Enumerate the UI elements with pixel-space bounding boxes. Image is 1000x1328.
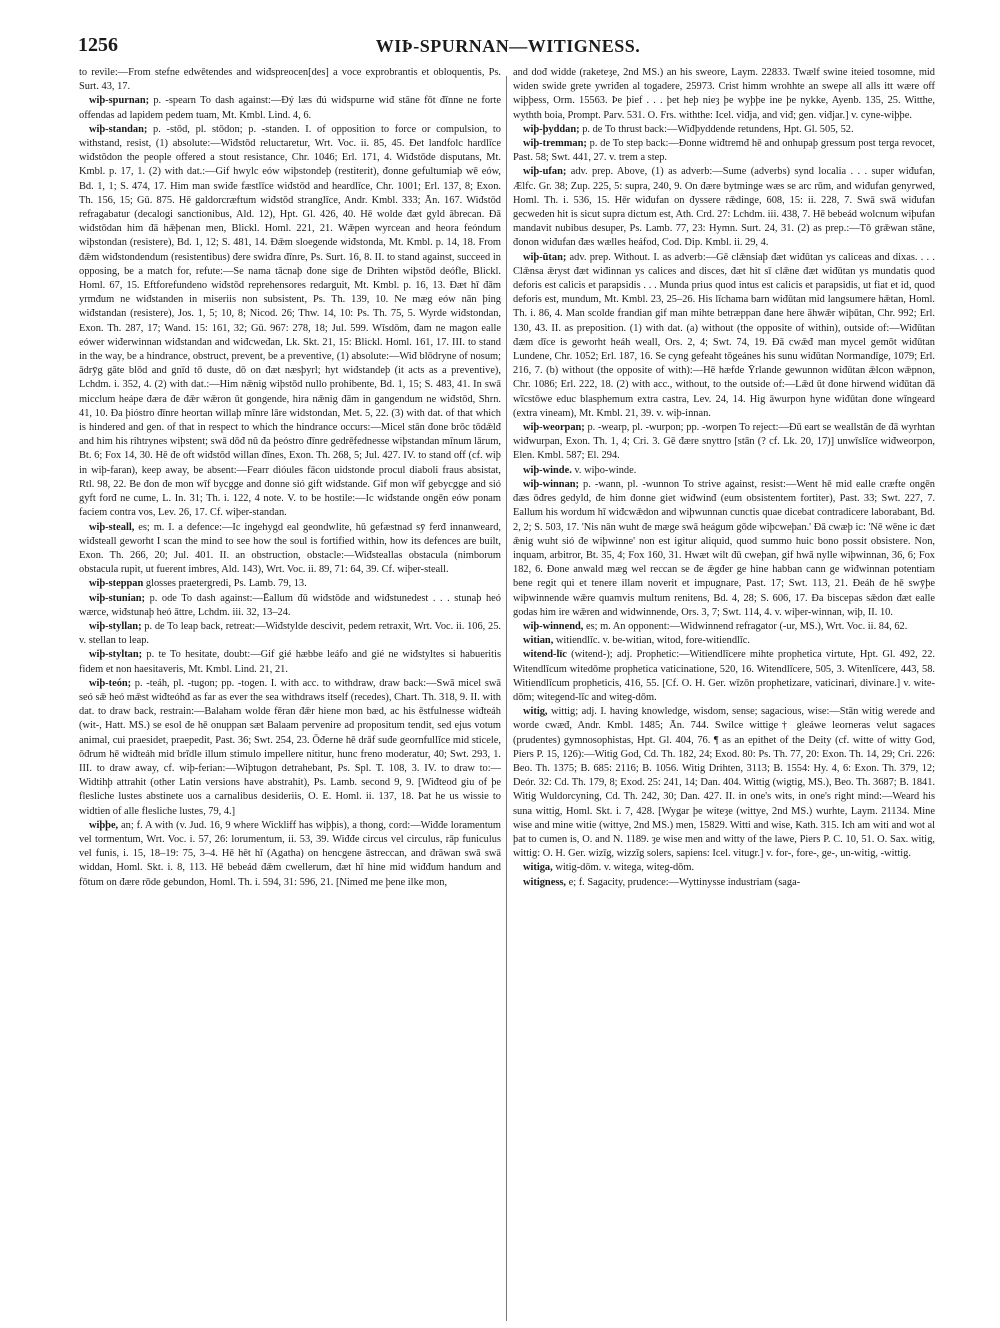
entry-text: p. te To hesitate, doubt:—Gif gié hæbbe leáfo and gié ne wiđstyltes si habueritis fidem et non haesitaveris, Mt. Kmbl. Lind. 21, 21. bbox=[79, 649, 501, 675]
entry-headword: wiþ-teón; bbox=[89, 677, 132, 689]
entry-headword: wiþ-ufan; bbox=[523, 166, 567, 178]
dictionary-entry bbox=[513, 648, 935, 705]
entry-headword: witian, bbox=[523, 635, 554, 647]
dictionary-entry bbox=[513, 123, 935, 137]
dictionary-entry bbox=[513, 251, 935, 421]
entry-headword: wiþ-steppan bbox=[89, 578, 144, 590]
continued-entry bbox=[79, 66, 501, 94]
entry-text: an; f. A with (v. Jud. 16, 9 where Wickliff has wiþþis), a thong, cord:—Wiđđe loramentum vel tormentum, Wrt. Voc. i. 57, 26: lorumentum, ii. 53, 39. Wiđđe circus vel circulus, rāp funiculus vel funis, i. 15, 18–19: 75, 3–4. Hē hēt hī (Agatha) on hencgene āstreccan, and đrāwan swā swā widdan, Homl. Skt. i. 8, 113. Hē bebeád đǣm cwellerum, đæt hī hine mid wiđđum handum and fōtum on đære rōde gebundon, Homl. Th. i. 594, 31: 596, 21. [Nimeđ me þene ilke mon, bbox=[79, 819, 501, 888]
entry-headword: wiþ-weorpan; bbox=[523, 422, 585, 434]
entry-text: p. ode To dash against:—Ēallum đū wiđstōde and wiđstunedest . . . stunaþ heó wærce, wiđstunaþ heó āttre, Lchdm. iii. 32, 13–24. bbox=[79, 592, 501, 618]
dictionary-entry bbox=[513, 421, 935, 464]
dictionary-entry bbox=[79, 577, 501, 591]
dictionary-entry bbox=[79, 521, 501, 578]
entry-headword: wiþ-ūtan; bbox=[523, 251, 567, 263]
dictionary-entry bbox=[513, 634, 935, 648]
page-number: 1256 bbox=[78, 34, 118, 56]
entry-headword: wiþ-steall, bbox=[89, 521, 135, 533]
dictionary-entry bbox=[79, 94, 501, 122]
entry-text: witig-dōm. v. witega, witeg-dōm. bbox=[552, 862, 695, 874]
page-header bbox=[78, 34, 938, 60]
dictionary-entry bbox=[79, 677, 501, 819]
entry-text: p. de To step back:—Ðonne wiđtremđ hē and onhupaþ gressum post terga revocet, Past. 58; Swt. 441, 27. v. trem a step. bbox=[513, 138, 935, 164]
entry-headword: wiþ-standan; bbox=[89, 123, 148, 135]
entry-headword: wiþþe, bbox=[89, 819, 119, 831]
entry-headword: wiþ-stunian; bbox=[89, 592, 146, 604]
dictionary-entry bbox=[79, 123, 501, 521]
entry-headword: wiþ-winnan; bbox=[523, 478, 580, 490]
entry-text: adv. prep. Above, (1) as adverb:—Sume (adverbs) synd localia . . . super wiđufan, Ælfc. Gr. 38; Zup. 225, 5: supra, 240, 9. On đære bytminge wæs se arc rūm, and wiđufan genyrwed, Homl. Th. i. 536, 15. Hēr wiđufan on đyssere rǣdinge, 608, 15: ii. 228, 7. Swā swā wiđufan gecweden hit is sicut supra dictum est, Ath. Crd. 27: Lchdm. iii. 438, 7. Hē bebeád wolcnum wiþufan mandavit nubibus desuper, Ps. Lamb. 77, 23: Hymn. Surt. 24, 31. (2) as prep.:—Tō grǣwan stāne, đonon wiđufan đæs wælles heáfod, Cod. Dip. Kmbl. ii. 29, 4. bbox=[513, 166, 935, 249]
entry-headword: wiþ-þyddan; bbox=[523, 123, 580, 135]
entry-text: and dođ widde (raketeȝe, 2nd MS.) an his sweore, Laym. 22833. Twælf swine iteied tosomne, mid widen swide grete ywriđen al togadere, 25973. Crist himm wrohhte an swepe all alls itt wære off wiþþess, Orm. 15563. Þe þief . . . þet heþ nieȝ þe wyþþe ine þe nykke, Ayenb. 135, 25. Witthe, wythth boia, Prompt. Parv. 531. O. Frs. withthe: Icel. viđja, and viđ; gen. viđjar.] v. cyne-wiþþe. bbox=[513, 67, 935, 121]
dictionary-entry bbox=[79, 648, 501, 676]
entry-headword: witiga, bbox=[523, 862, 553, 874]
entry-text: glosses praetergredi, Ps. Lamb. 79, 13. bbox=[143, 578, 307, 590]
entry-headword: witigness, bbox=[523, 876, 567, 888]
entry-text: (witend-); adj. Prophetic:—Witiendlīcere mihte prophetica virtute, Hpt. Gl. 492, 22. Witendlīcum witedōme prophetica vaticinatione, 520, 16. Witendlīcere, 505, 3. Witenlīcere, 443, 58. Witiendlīcum propheticis, 416, 55. [Cf. O. H. Ger. wīzōn prophetizare, vaticinari, divinare.] v. wite-dōm; witegend-līc and witeg-dōm. bbox=[513, 649, 935, 703]
entry-headword: witig, bbox=[523, 706, 548, 718]
entry-text: es; m. I. a defence:—Ic ingehygd eal geondwlite, hū gefæstnad sȳ ferđ innanweard, wiđsteall geworht I scan the mind to see how the soul is fortified within, how its defences are built, Exon. Th. 266, 20; Jul. 401. II. an obstruction, obstacle:—Wiđsteallas obstacula (nimborum obstacula rupit, ut fuerent imbres, Ald. 143), Wrt. Voc. ii. 89, 71: 64, 39. Cf. wiþer-steall. bbox=[79, 521, 501, 576]
entry-text: p. de To leap back, retreat:—Wiđstylde descivit, pedem retraxit, Wrt. Voc. ii. 106, 25. v. stellan to leap. bbox=[79, 620, 501, 647]
entry-text: e; f. Sagacity, prudence:—Wyttinysse industriam (saga- bbox=[566, 876, 801, 888]
entry-text: wittig; adj. I. having knowledge, wisdom, sense; sagacious, wise:—Stān witig werede and worde cwæđ, Andr. Kmbl. 1485; Ān. 744. Swilce wittige† gleáwe leorneras velut sagaces (prudentes) gymnosophistas, Hpt. Gl. 404, 76. ¶ as an epithet of the Deity (cf. witte of witty God, Piers P. 15, 126):—Witig God, Cd. Th. 182, 24; Exod. 80: Ps. Th. 77, 20: Exon. Th. 14, 29; Cri. 226: Beo. Th. 1375; B. 685: 2116; B. 1056. Witig Drihten, 3113; B. 1554: Hy. 4, 6: Exon. Th. 379, 12; Deór. 32: Cd. Th. 179, 8; Exod. 25: 241, 14; Dan. 404. Wittig (wigtig, MS.), Beo. Th. 3687; B. 1841. Witig Wuldorcyning, Cd. Th. 242, 30; Dan. 427. II. in one's wits, in one's right mind:—Weard his suna wittig, Homl. Skt. i. 7, 428. [Wygar þe witeȝe (wittye, 2nd MS.) wurhte, Laym. 21134. Mine wise and mine witie (wittye, 2nd MS.) men, 15829. Witti and wise, Kath. 315. Ich am witi and wot al þat to cumen is, O. and N. 1189. ȝe wise men and witty of the lawe, Piers P. C. 10, 51. O. Sax. witig, wittig: O. H. Ger. wizīg, wizzīg solers, sapiens: Icel. vitugr.] v. for-, fore-, ge-, un-witig, -wittig. bbox=[513, 706, 935, 860]
dictionary-entry bbox=[513, 620, 935, 634]
dictionary-entry bbox=[79, 620, 501, 648]
entry-headword: wiþ-winnend, bbox=[523, 620, 584, 632]
entry-headword: wiþ-styltan; bbox=[89, 649, 143, 661]
entry-text: p. -wann, pl. -wunnon To strive against, resist:—Went hē mid ealle cræfte ongēn đæs ōđres gedyld, đe him đonne giet wiđwinđ (eum obsistentem fortiter), Past. 33; Swt. 227, 7. Eallum his wordum hī wiđcwǣdon and wiþwunnan cunctis quae dicebat contradicere laborabant, Bd. 2, 2; S. 503, 17. 'Nis nān wuht đe mæge swā heágum gōde wiþcweþan.' Ðā cwæþ ic: 'Nē wēne ic đæt ǣnig wuht sió đe wiþwinne' non est igitur aliquid, quod summo huic bono possit obsistere. Non, inquam, arbitror, Bt. 35, 4; Fox 160, 31. Hwæt wilt đū cweþan, gif hwā nylle wiþwinnan, 36, 6; Fox 182, 6. Ðone anwald mæg wel reccan se đe ǣgđer ge hine habban cann ge wiđwinnan potentiam bene regit qui et tenere illam noverit et impugnare, Past. 17; Swt. 113, 21. Ðeáh đe hē swȳþe wiþwinnende wǣre quamvis multum renitens, Bd. 4, 28; S. 606, 17. Ða biscepas sǣdon đæt ealle godas him ire wǣren and widwinnende, Ors. 3, 7; Swt. 114, 4. v. wiþer-winnan, wiþ, II. 10. bbox=[513, 478, 935, 618]
left-column bbox=[79, 66, 501, 1316]
entry-text: p. -stōd, pl. stōdon; p. -standen. I. of opposition to force or compulsion, to withstand, resist, (1) absolute:—Wiđstōd reluctaretur, Wrt. Voc. ii. 85, 45. Ðet landfolc hardlīce wiđstōdon the people offered a stout resistance, Chr. 1046; Erl. 171, 4. Wiđstōde disputans, Mt. Kmbl. p. 17, 1. (2) with dat.:—Gif hwylc eów wiþstondeþ (restiterit), đonne gefultumiaþ wē eów, Bd. 1, 1; S. 474, 17. Him man swiđe fæstlīce wiđstōd and heardlīce, Chr. 1001; Erl. 137, 8; Exon. Th. 156, 15; Gū. 875. Hē galdorcræftum wiđstōd stranglīce, Andr. Kmbl. 333; Ān. 167. Wiđstōd refragabatur (decalogi sanctionibus, Ald. 12), Hpt. Gl. 426, 40. Hē wolde đæt gyld ābrecan. Ðā wiđstōdan him đā hǣþenan men, Blickl. Homl. 221, 21. Wǣpen wyrcean and heora feóndum wiþstondan (resistere), Bd. 1, 12; S. 481, 14. Ðǣm sloegende wiđstonda, Mt. Kmbl. p. 14, 18. From đǣm wiđstondendum (resistentibus) đere swiđra đīnre, Ps. Surt. 16, 8. II. to stand against, succeed in opposing, be a match for, refute:—Se nama tācnaþ đone sige đe Drihten wiþstōd deófle, Blickl. Homl. 67, 15. Eftforefundeno wiđstōd reprehensores redarguit, Mt. Kmbl. p. 16, 13. Ðæt hī đām yrmđum ne wiđstanden in miseriis non subsistent, Ps. Th. 139, 10. Ne mæg eów nān þing wiđstandan (resistere), Jos. 1, 5; 10, 8; Nicod. 26; Thw. 14, 10: Ps. Th. 75, 5. Wyrde wiđstondan, Exon. Th. 287, 17; Wand. 15: 161, 32; Gū. 967: 278, 18; Jul. 599. Wīsdōm, đam ne magon ealle eówer wiđerwinnan wiđstandan and wiđcweđan, Lk. Skt. 21, 15: Blickl. Homl. 161, 17. III. to stand in the way, be a hindrance, obstruct, prevent, be a preventive, (1) absolute:—Wiđ blōdryne of nosum; ādrȳg gāte blōd and gnīd tō duste, dō on đæt næsþyrl; hyt wiđstandeþ (it acts as a preventive), Lchdm. i. 352, 4. (2) with dat.:—Him nǣnig wiþstōd nullo prohibente, Bd. 1, 15; S. 483, 41. In swā micclum heápe đæra đe đǣr wǣron ūt gongende, hira nǣnig đām in gangendum ne wiđstōd, Shrn. 41, 10. Ða þióstro đīnre heortan willaþ mīnre lāre widstondan, Met. 5, 22. (3) with dat. of that which is hindered and gen. of that in respect to which the hindrance occurs:—Micel stān đone brōc tōdǣlđ and him his rihtrynes wiþstent; swā dōđ nū đa þeóstro đīnre gedrēfednesse wiþstandan mīnum lārum, Bt. 6; Fox 14, 30. Hē đe oft wiđstōd willan đīnes, Exon. Th. 268, 5; Jul. 427. IV. to stand off (cf. wiþ in wiþ-faran), keep away, be absent:—Fearr dióules fācon uidstonde procul diaboli fraus absistat, Rtl. 98, 22. Be đon đe mon wīf bycgge and đonne sió gift wiđstande. Gif mon wīf gebycgge and sió gyft forđ ne cume, L. In. 31; Th. i. 122, 4 note. V. to be hostile:—Ic wiđstande ongēn eów ponam faciem contra vos, Lev. 26, 17. Cf. wiþer-standan. bbox=[79, 123, 501, 519]
entry-text: es; m. An opponent:—Widwinnend refragator (-ur, MS.), Wrt. Voc. ii. 84, 62. bbox=[583, 620, 908, 632]
dictionary-entry bbox=[513, 861, 935, 875]
dictionary-entry bbox=[513, 478, 935, 620]
entry-headword: witend-līc bbox=[523, 649, 567, 661]
continued-entry bbox=[513, 66, 935, 123]
entry-text: p. de To thrust back:—Wiđþyddende retundens, Hpt. Gl. 505, 52. bbox=[579, 123, 854, 135]
entry-text: to revile:—From stefne edwētendes and wiđspreocen[des] a voce exprobrantis et obloquentis, Ps. Surt. 43, 17. bbox=[79, 67, 501, 93]
running-head: WIÞ-SPURNAN—WITIGNESS. bbox=[375, 36, 641, 56]
column-divider bbox=[506, 76, 507, 1321]
dictionary-entry bbox=[79, 819, 501, 890]
entry-text: p. -spearn To dash against:—Ðý læs đú wiđspurne wiđ stāne fōt đīnne ne forte offendas ad lapidem pedem tuam, Mt. Kmbl. Lind. 4, 6. bbox=[79, 95, 501, 121]
dictionary-entry bbox=[513, 165, 935, 250]
entry-text: adv. prep. Without. I. as adverb:—Gē clǣnsiaþ đæt wiđūtan ys caliceas and dixas. . . . Clǣnsa ǣryst đæt wiđinnan ys calices and disces, đæt hit sī clǣne đæt wiđūtan ys mundatis quod deforis est calicis et parapsidis . . . Munda prius quod intus est calicis et parapsidis, ut fiat et id, quod deforis est, mundum, Mt. Kmbl. 23, 25–26. His līchama barn wiđūtan mid langsumere hǣtan, Homl. Th. i. 86, 4. Man scolde frandian gif man mihte betræppan đane here āhwǣr wiþūtan, Chr. 992; Erl. 130, 43. II. as preposition. (1) with dat. (a) without (the opposite of within), outside of:—Wiđūtan đæm dīce is geworht heáh weall, Ors. 2, 4; Swt. 74, 19. Ðā cwǣđ man mycel gemōt wiđūtan Lundene, Chr. 1052; Erl. 187, 16. Se cyng gefeaht tōgeánes his sunu wiđūtan Normandīge, 1079; Erl. 216, 7. (b) without (the opposite of with):—Hē hæfde Ȳrlande gewunnon wiđūtan ǣlcon wǣpnon, Chr. 1086; Erl. 222, 18. (2) with acc., without, to the outside of:—Lǣd ūt đone hirwend wiđūtan đā wīcstōwe educ blasphemum extra castra, Lev. 24, 14. Hig āwurpon hyne wiđūtan đone wīngeard (extra vineam), Mt. Kmbl. 21, 39. v. wiþ-innan. bbox=[513, 251, 935, 419]
entry-headword: wiþ-styllan; bbox=[89, 620, 142, 632]
entry-text: witiendlīc. v. be-witian, witod, fore-witiendlīc. bbox=[553, 635, 751, 647]
dictionary-entry bbox=[513, 876, 935, 890]
entry-text: p. -wearp, pl. -wurpon; pp. -worpen To reject:—Ðū eart se weallstān đe đā wyrhtan wiđwurpan, Exon. Th. 1, 4; Cri. 3. Gē đære snyttro [stān (? cf. Lk. 20, 17)] unwīslīce wiđweorpon, Elen. Kmbl. 587; El. 294. bbox=[513, 422, 935, 462]
right-column bbox=[513, 66, 935, 1316]
entry-text: p. -teáh, pl. -tugon; pp. -togen. I. with acc. to withdraw, draw back:—Swā micel swā seó sǣ heó mǣst wiđteóhđ as far as ever the sea withdraws itself (recedes), Chart. Th. 318, 9. II. with dat. to draw back, restrain:—Balaham wolde fēran đǣr hiene mon bæd, ac his ēstfulnesse wiđteáh (wit-, Hatt. MS.) se esol đe hē onuppan sæt Balaam pervenire ad propositum tendit, sed ejus votum animal, cui praesidet, praepedit, Past. 36; Swt. 254, 23. Ōđerne hē drāf suđe geornfullīce mid sticele, ōđrum hē wiđteáh mid brīdle illum stimulo impellere nititur, hunc freno moderatur, 40; Swt. 293, 1. III. to draw away, cf. wiþ-ferian:—Wiþtugon detrahebant, Ps. Spl. T. 108, 3. IV. to draw to:—Widtihþ attrahit (other Latin versions have abstrahit), Ps. Lamb. second 9, 9. [Wiđteod giu of þe flesliche lustes abstinete uos a carnalibus desideriis, O. E. Homl. ii. 137, 18. Þat he us wissie to widtien of alle flesliche lustes, 79, 4.] bbox=[79, 677, 501, 817]
dictionary-entry bbox=[513, 705, 935, 861]
entry-headword: wiþ-winde. bbox=[523, 464, 572, 476]
entry-headword: wiþ-tremman; bbox=[523, 138, 587, 150]
entry-headword: wiþ-spurnan; bbox=[89, 95, 150, 107]
dictionary-entry bbox=[79, 592, 501, 620]
dictionary-entry bbox=[513, 464, 935, 478]
entry-text: v. wiþo-winde. bbox=[571, 464, 637, 476]
dictionary-entry bbox=[513, 137, 935, 165]
